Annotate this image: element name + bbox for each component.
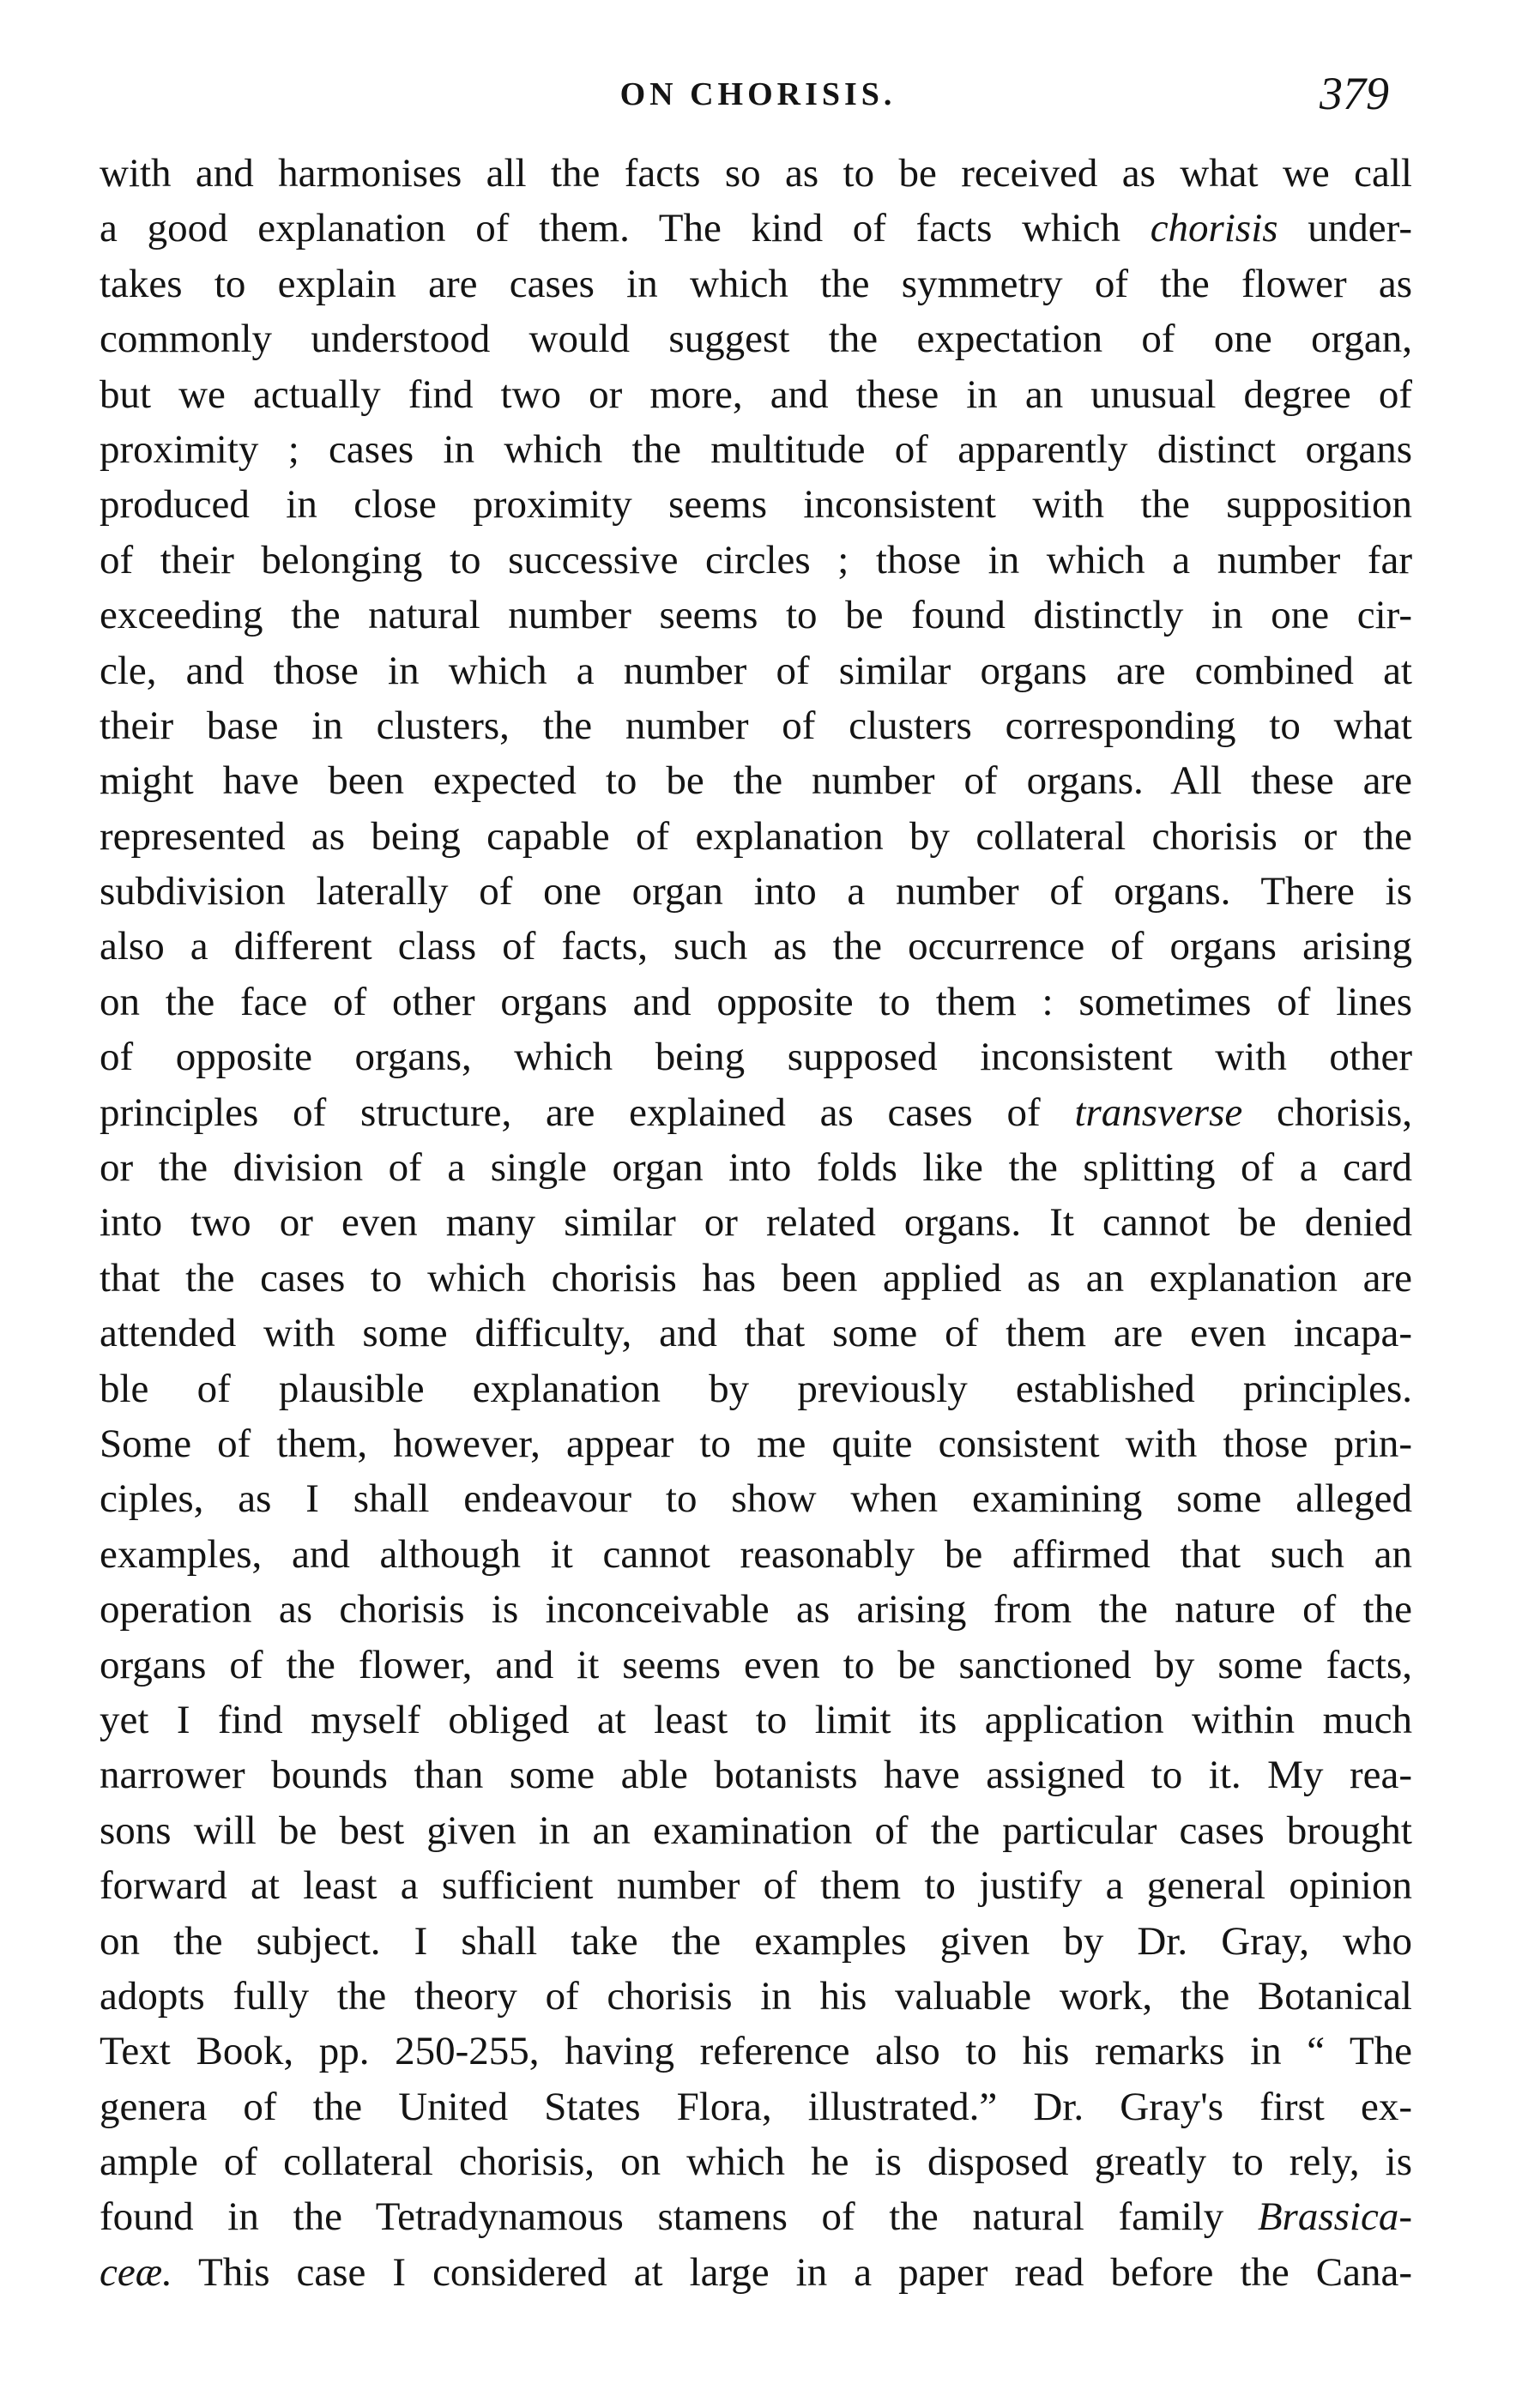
text-line: proximity ; cases in which the multitude of apparently distinct organs — [100, 426, 1412, 472]
italic-term: chorisis — [1150, 206, 1278, 251]
text-line: attended with some difficulty, and that some of them are even incapa- — [100, 1311, 1412, 1356]
text-line: or the division of a single organ into folds like the splitting of a card — [100, 1145, 1412, 1191]
text-line: found in the Tetradynamous stamens of the natural family Brassica- — [100, 2194, 1412, 2240]
text-line: but we actually find two or more, and these in an unusual degree of — [100, 371, 1412, 417]
text-line: exceeding the natural number seems to be found distinctly in one cir- — [100, 593, 1412, 638]
text-line: takes to explain are cases in which the symmetry of the flower as — [100, 261, 1412, 306]
text-line: genera of the United States Flora, illustrated.” Dr. Gray's first ex- — [100, 2084, 1412, 2129]
text-line: ample of collateral chorisis, on which he is disposed greatly to rely, is — [100, 2139, 1412, 2185]
text-line: their base in clusters, the number of clusters corresponding to what — [100, 703, 1412, 748]
text-line: that the cases to which chorisis has been applied as an explanation are — [100, 1255, 1412, 1301]
page-number: 379 — [1320, 68, 1389, 119]
text-line: into two or even many similar or related organs. It cannot be denied — [100, 1200, 1412, 1246]
text-line: organs of the flower, and it seems even to be sanctioned by some facts, — [100, 1642, 1412, 1687]
text-line: represented as being capable of explanation by collateral chorisis or the — [100, 813, 1412, 859]
text-line: a good explanation of them. The kind of facts which chorisis under- — [100, 206, 1412, 251]
italic-term: ceæ. — [100, 2249, 172, 2295]
text-line: narrower bounds than some able botanists have assigned to it. My rea- — [100, 1753, 1412, 1798]
text-line: principles of structure, are explained as cases of transverse chorisis, — [100, 1089, 1412, 1135]
text-line: of opposite organs, which being supposed inconsistent with other — [100, 1035, 1412, 1080]
text-line: commonly understood would suggest the expectation of one organ, — [100, 317, 1412, 362]
text-line: examples, and although it cannot reasonably be affirmed that such an — [100, 1531, 1412, 1577]
text-line: adopts fully the theory of chorisis in his valuable work, the Botanical — [100, 1973, 1412, 2019]
italic-term: Brassica- — [1257, 2194, 1412, 2240]
text-line: cle, and those in which a number of similar organs are combined at — [100, 648, 1412, 693]
text-line: Text Book, pp. 250-255, having reference also to his remarks in “ The — [100, 2029, 1412, 2074]
text-line: subdivision laterally of one organ into a number of organs. There is — [100, 869, 1412, 914]
text-line: might have been expected to be the number of organs. All these are — [100, 758, 1412, 804]
italic-term: transverse — [1074, 1089, 1243, 1135]
running-title: ON CHORISIS. — [619, 76, 897, 112]
text-line: yet I find myself obliged at least to limit its application within much — [100, 1697, 1412, 1742]
text-line: operation as chorisis is inconceivable as arising from the nature of the — [100, 1587, 1412, 1632]
text-line: produced in close proximity seems inconsistent with the supposition — [100, 482, 1412, 528]
text-line: also a different class of facts, such as the occurrence of organs arising — [100, 924, 1412, 969]
text-line: ceæ. This case I considered at large in a paper read before the Cana- — [100, 2249, 1412, 2295]
text-line: with and harmonises all the facts so as to be received as what we call — [100, 151, 1412, 196]
text-line: ble of plausible explanation by previously established principles. — [100, 1366, 1412, 1411]
text-line: Some of them, however, appear to me quite consistent with those prin- — [100, 1421, 1412, 1466]
text-line: of their belonging to successive circles ; those in which a number far — [100, 537, 1412, 582]
text-line: sons will be best given in an examination of the particular cases brought — [100, 1808, 1412, 1853]
text-line: on the face of other organs and opposite to them : sometimes of lines — [100, 979, 1412, 1024]
text-line: ciples, as I shall endeavour to show when examining some alleged — [100, 1476, 1412, 1522]
running-head — [0, 68, 1516, 127]
text-line: forward at least a sufficient number of them to justify a general opinion — [100, 1863, 1412, 1909]
body-text — [100, 146, 1412, 2300]
text-line: on the subject. I shall take the examples given by Dr. Gray, who — [100, 1918, 1412, 1964]
